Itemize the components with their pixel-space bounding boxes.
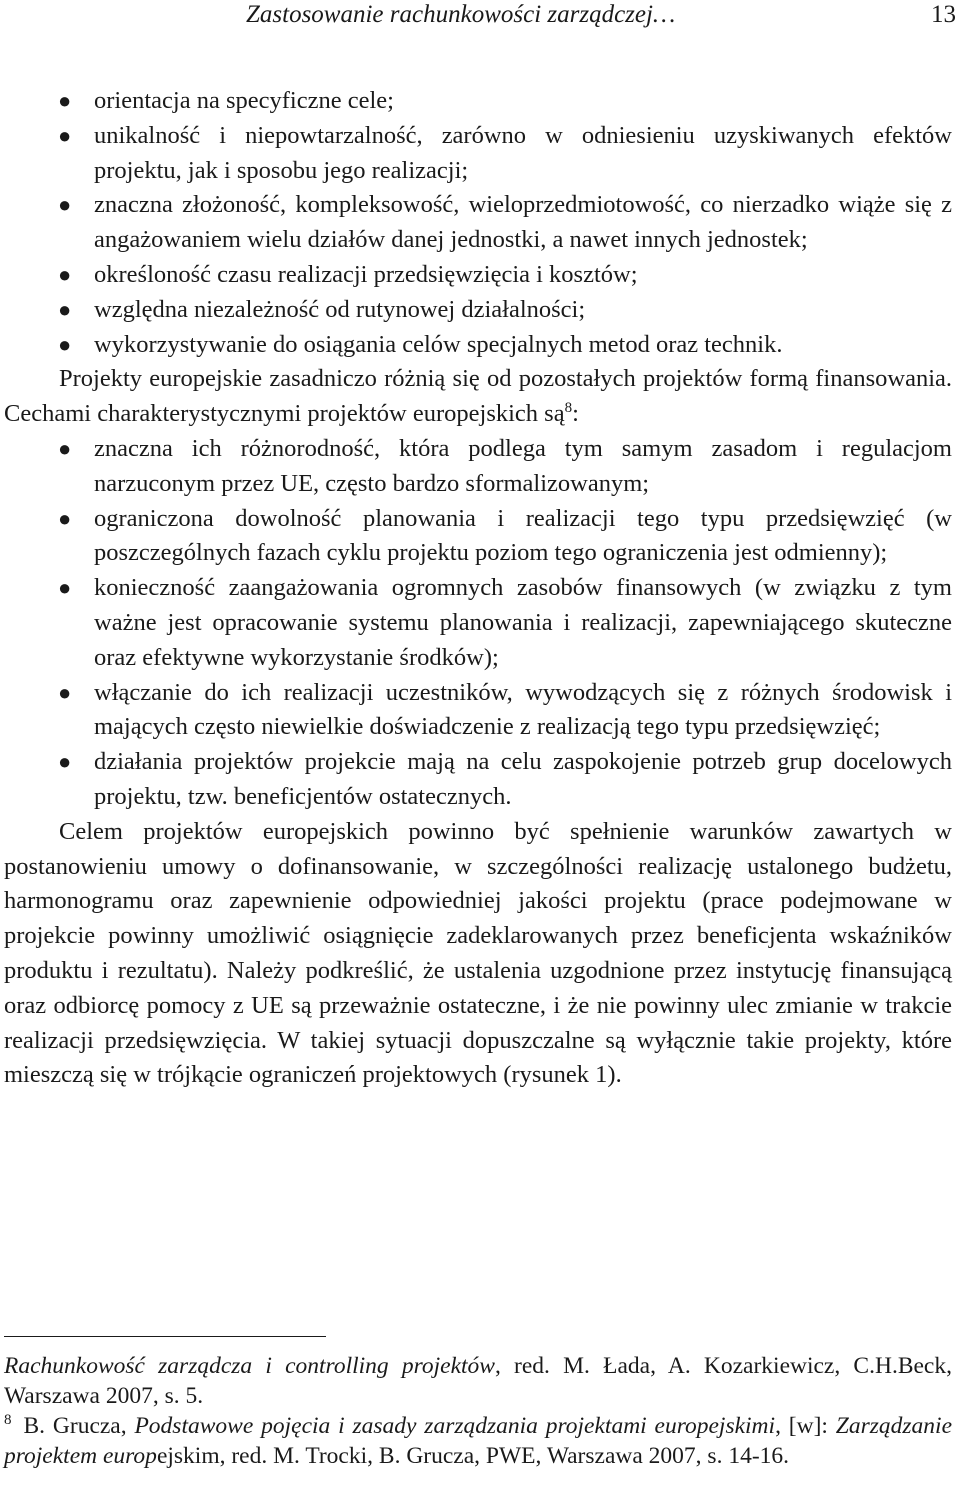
european-characteristics-list: [4, 432, 952, 815]
list-item: ● orientacja na specyficzne cele;: [4, 84, 952, 119]
footnote-divider: [4, 1336, 326, 1337]
bullet-icon: ●: [58, 435, 72, 461]
bullet-icon: ●: [58, 679, 72, 705]
bullet-icon: ●: [58, 122, 72, 148]
footnote-8: $^8$ B. Grucza, Podstawowe pojęcia i zasady zarządzania projektami europejskimi, [w]: Zarządzanie projektem europejskim, red. M. Trocki, B. Grucza, PWE, Warszawa 2007, s. 14-16.: [4, 1412, 952, 1469]
footnote-number: 8: [4, 1412, 12, 1428]
list-item: ● włączanie do ich realizacji uczestników, wywodzących się z różnych środowisk i mających często niewielkie doświadczenie z realizacją tego typu przedsięwzięć;: [4, 676, 952, 746]
bullet-icon: ●: [58, 192, 72, 218]
footnotes: [4, 1351, 952, 1471]
footnote-7: Rachunkowość zarządcza i controlling projektów, red. M. Łada, A. Kozarkiewicz, C.H.Beck, Warszawa 2007, s. 5.: [4, 1353, 952, 1409]
bullet-icon: ●: [58, 749, 72, 775]
bullet-icon: ●: [58, 331, 72, 357]
running-title: Zastosowanie rachunkowości zarządczej…: [246, 1, 676, 28]
paragraph-goals: Celem projektów europejskich powinno być spełnienie warunków zawartych w postanowieniu umowy o dofinansowanie, w szczególności realizację ustalonego budżetu, harmonogramu oraz zapewnienie odpowiedniej jakości projektu (prace podejmowane w projekcie powinny umożliwić osiągnięcie zadeklarowanych przez beneficjenta wskaźników produktu i rezultatu). Należy podkreślić, że ustalenia uzgodnione przez instytucję finansującą oraz odbiorcę pomocy z UE są przeważnie ostateczne, i że nie powinny ulec zmianie w trakcie realizacji przedsięwzięcia. W takiej sytuacji dopuszczalne są wyłącznie takie projekty, które mieszczą się w trójkącie ograniczeń projektowych (rysunek 1).: [4, 817, 952, 1089]
main-text: [4, 84, 952, 1093]
bullet-icon: ●: [58, 88, 72, 113]
list-item: ● znaczna ich różnorodność, która podlega tym samym zasadom i regulacjom narzuconym przez UE, często bardzo sformalizowanym;: [4, 432, 952, 502]
list-item: ● unikalność i niepowtarzalność, zarówno w odniesieniu uzyskiwanych efektów projektu, jak i sposobu jego realizacji;: [4, 119, 952, 189]
bullet-icon: ●: [58, 505, 72, 531]
paragraph-european-projects: Projekty europejskie zasadniczo różnią się od pozostałych projektów formą finansowania. Cechami charakterystycznymi projektów europejskich $są^8$:: [4, 365, 952, 428]
characteristics-list: [4, 84, 952, 362]
list-item: ● ograniczona dowolność planowania i realizacji tego typu przedsięwzięć (w poszczególnych fazach cyklu projektu poziom tego ograniczenia jest odmienny);: [4, 502, 952, 572]
list-item: ● działania projektów projekcie mają na celu zaspokojenie potrzeb grup docelowych projektu, tzw. beneficjentów ostatecznych.: [4, 745, 952, 815]
bullet-icon: ●: [58, 296, 72, 322]
footnote-ref-8: 8: [564, 400, 573, 417]
list-item: ● względna niezależność od rutynowej działalności;: [4, 293, 952, 328]
list-item: ● znaczna złożoność, kompleksowość, wieloprzedmiotowość, co nierzadko wiąże się z angażowaniem wielu działów danej jednostki, a nawet innych jednostek;: [4, 188, 952, 258]
page-header: [0, 0, 960, 34]
bullet-icon: ●: [58, 261, 72, 287]
bullet-icon: ●: [58, 575, 72, 601]
page-number: 13: [931, 1, 956, 28]
list-item: ● wykorzystywanie do osiągania celów specjalnych metod oraz technik.: [4, 328, 952, 363]
list-item: ● konieczność zaangażowania ogromnych zasobów finansowych (w związku z tym ważne jest opracowanie systemu planowania i realizacji, zapewniającego skuteczne oraz efektywne wykorzystanie środków);: [4, 571, 952, 675]
list-item: ● określoność czasu realizacji przedsięwzięcia i kosztów;: [4, 258, 952, 293]
